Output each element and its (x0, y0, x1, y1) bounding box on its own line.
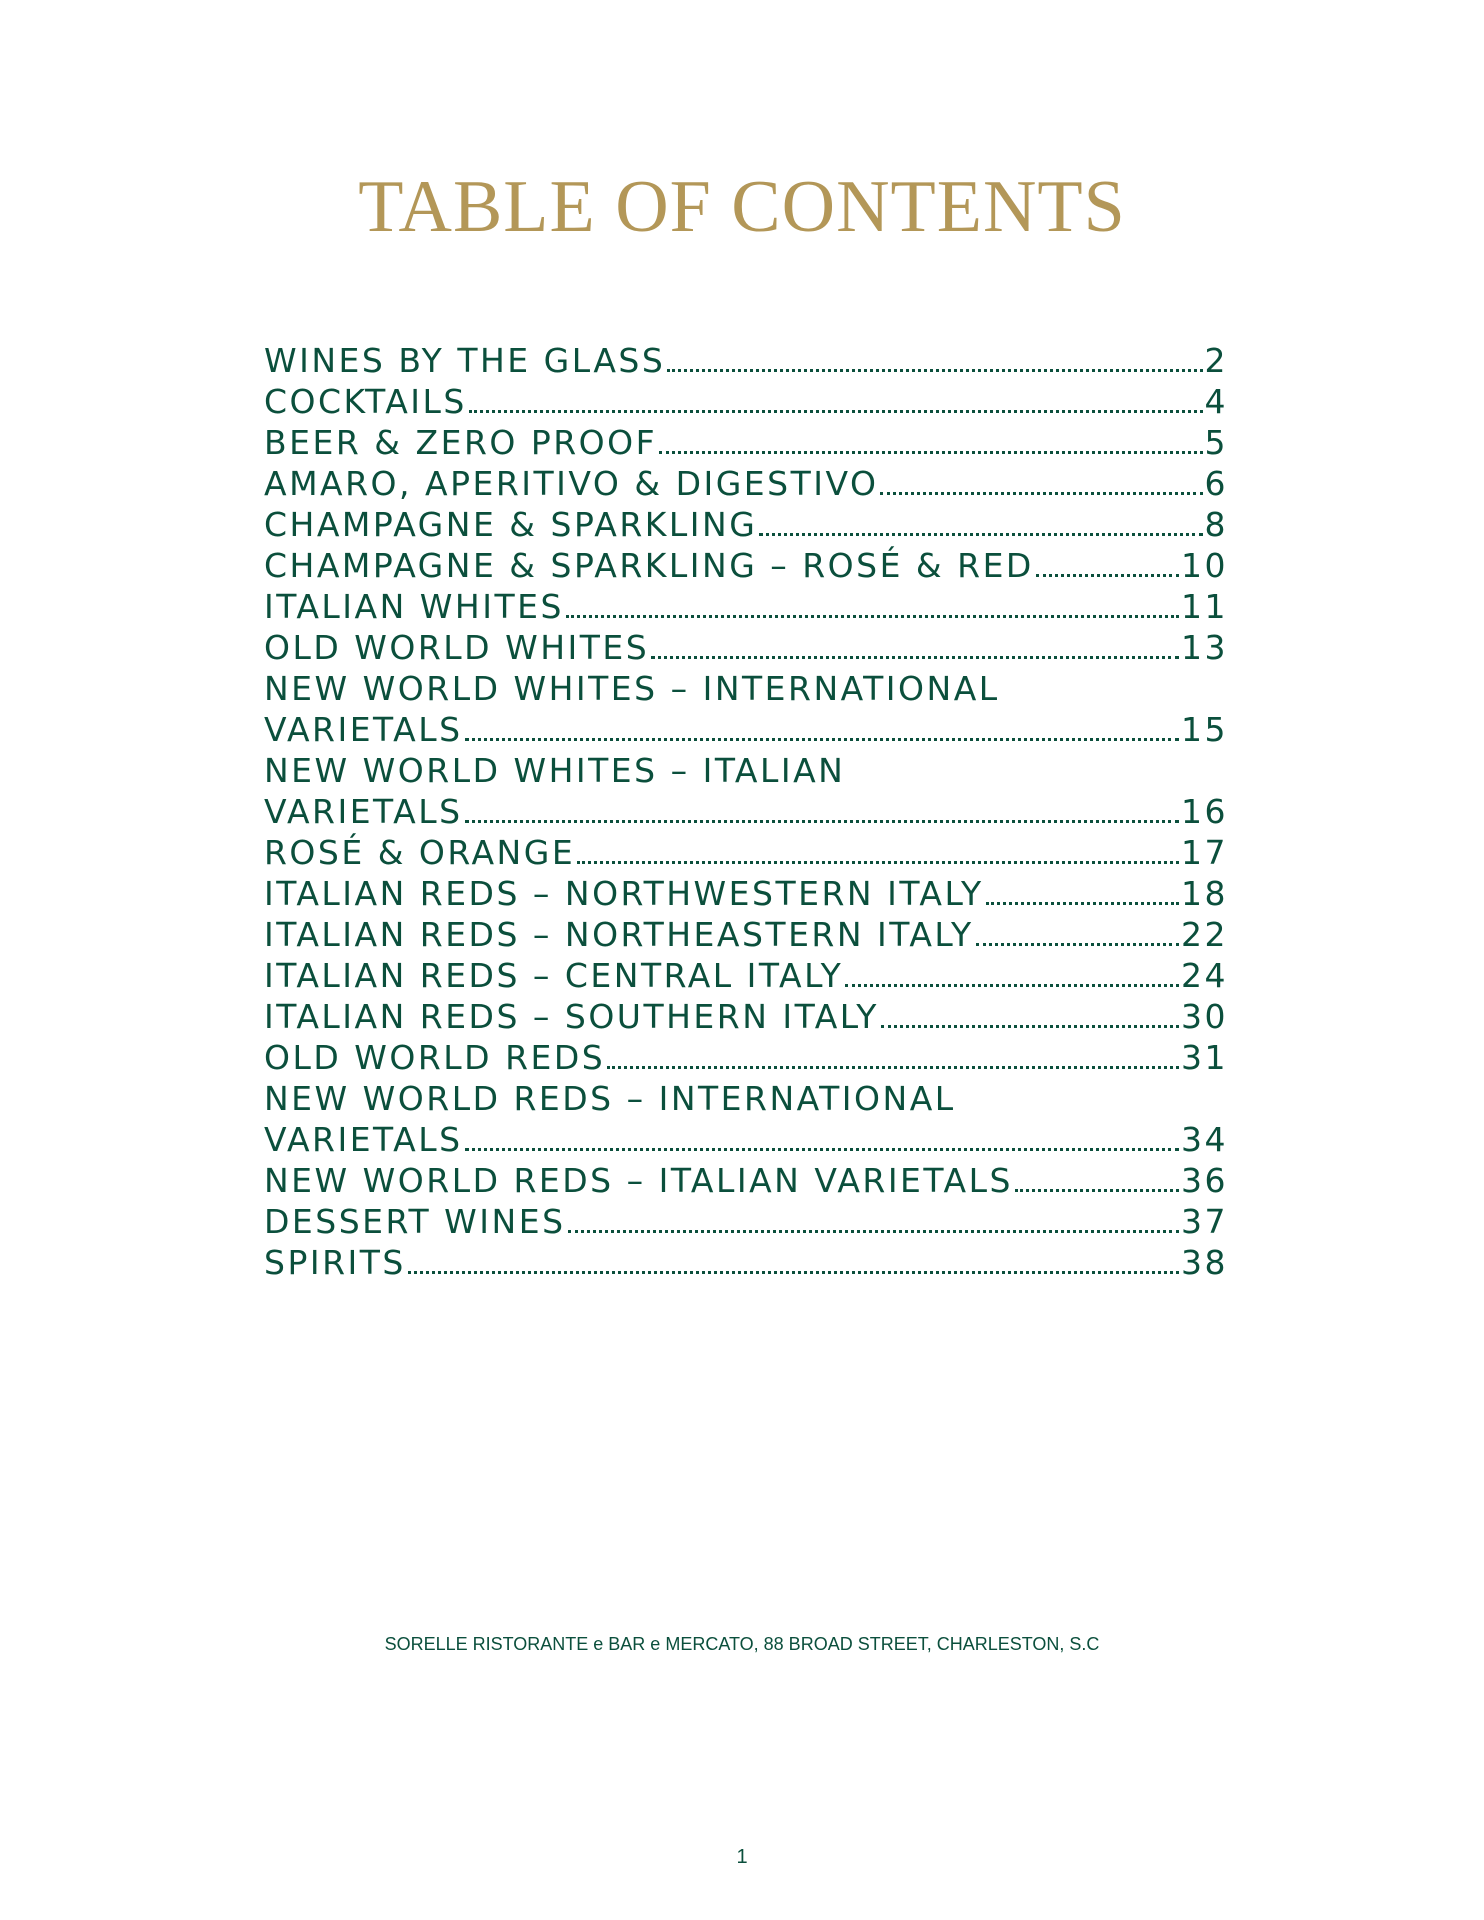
dot-leader (465, 709, 1179, 750)
toc-entry-label: AMARO, APERITIVO & DIGESTIVO (264, 464, 879, 503)
dot-leader (1036, 545, 1179, 586)
dot-leader (667, 340, 1202, 381)
dot-leader (568, 1201, 1179, 1242)
table-of-contents (264, 340, 1228, 1283)
dot-leader (577, 832, 1179, 873)
toc-entry-label-line2: VARIETALS (264, 710, 463, 749)
toc-entry-old-world-reds[interactable] (264, 1037, 1228, 1078)
dot-leader (845, 955, 1179, 996)
toc-entry-label: BEER & ZERO PROOF (264, 423, 658, 462)
toc-entry-rose-orange[interactable] (264, 832, 1228, 873)
toc-entry-label: OLD WORLD REDS (264, 1038, 606, 1077)
toc-entry-label-line1: NEW WORLD REDS – INTERNATIONAL (264, 1079, 956, 1118)
toc-entry-label: DESSERT WINES (264, 1202, 566, 1241)
dot-leader (607, 1037, 1179, 1078)
toc-entry-page: 18 (1181, 874, 1228, 913)
toc-entry-label: ITALIAN WHITES (264, 587, 564, 626)
dot-leader (566, 586, 1179, 627)
toc-entry-page: 17 (1181, 833, 1228, 872)
toc-entry-dessert-wines[interactable] (264, 1201, 1228, 1242)
toc-entry-last-line (264, 709, 1228, 750)
toc-entry-beer-zero-proof[interactable] (264, 422, 1228, 463)
toc-entry-label: ITALIAN REDS – NORTHEASTERN ITALY (264, 915, 974, 954)
toc-entry-page: 13 (1181, 628, 1228, 667)
toc-entry-last-line (264, 791, 1228, 832)
toc-entry-page: 36 (1181, 1161, 1228, 1200)
toc-entry-cocktails[interactable] (264, 381, 1228, 422)
toc-entry-page: 6 (1204, 464, 1228, 503)
page-number: 1 (736, 1846, 748, 1868)
dot-leader (976, 914, 1179, 955)
footer-address: SORELLE RISTORANTE e BAR e MERCATO, 88 BROAD STREET, CHARLESTON, S.C (384, 1634, 1100, 1654)
toc-entry-label: SPIRITS (264, 1243, 406, 1282)
dot-leader (465, 1119, 1179, 1160)
toc-entry-page: 5 (1204, 423, 1228, 462)
toc-entry-page: 22 (1181, 915, 1228, 954)
toc-entry-page: 8 (1204, 505, 1228, 544)
toc-entry-italian-reds-southern[interactable] (264, 996, 1228, 1037)
toc-entry-italian-whites[interactable] (264, 586, 1228, 627)
dot-leader (659, 422, 1202, 463)
toc-entry-spirits[interactable] (264, 1242, 1228, 1283)
toc-entry-page: 38 (1181, 1243, 1228, 1282)
toc-entry-page: 15 (1181, 710, 1228, 749)
toc-entry-label-line1: NEW WORLD WHITES – INTERNATIONAL (264, 669, 1000, 708)
toc-entry-new-world-reds-international[interactable] (264, 1078, 1228, 1160)
toc-entry-page: 30 (1181, 997, 1228, 1036)
toc-entry-label-line2: VARIETALS (264, 792, 463, 831)
dot-leader (986, 873, 1179, 914)
toc-entry-new-world-whites-international[interactable] (264, 668, 1228, 750)
toc-entry-label-line2: VARIETALS (264, 1120, 463, 1159)
toc-entry-label: CHAMPAGNE & SPARKLING (264, 505, 758, 544)
toc-entry-page: 11 (1181, 587, 1228, 626)
toc-entry-label-line1: NEW WORLD WHITES – ITALIAN (264, 751, 846, 790)
dot-leader (1015, 1160, 1179, 1201)
dot-leader (651, 627, 1179, 668)
toc-entry-page: 37 (1181, 1202, 1228, 1241)
dot-leader (465, 791, 1179, 832)
toc-entry-page: 4 (1204, 382, 1228, 421)
toc-entry-champagne-sparkling-rose-red[interactable] (264, 545, 1228, 586)
toc-entry-page: 24 (1181, 956, 1228, 995)
dot-leader (759, 504, 1202, 545)
toc-entry-label: CHAMPAGNE & SPARKLING – ROSÉ & RED (264, 546, 1034, 585)
toc-entry-label: OLD WORLD WHITES (264, 628, 650, 667)
dot-leader (469, 381, 1203, 422)
toc-entry-label: ITALIAN REDS – NORTHWESTERN ITALY (264, 874, 984, 913)
toc-entry-new-world-whites-italian[interactable] (264, 750, 1228, 832)
toc-entry-page: 16 (1181, 792, 1228, 831)
toc-entry-label: WINES BY THE GLASS (264, 341, 666, 380)
toc-entry-old-world-whites[interactable] (264, 627, 1228, 668)
toc-entry-page: 31 (1181, 1038, 1228, 1077)
dot-leader (881, 996, 1179, 1037)
toc-entry-page: 10 (1181, 546, 1228, 585)
toc-entry-wines-by-the-glass[interactable] (264, 340, 1228, 381)
toc-entry-label: COCKTAILS (264, 382, 467, 421)
toc-entry-page: 34 (1181, 1120, 1228, 1159)
toc-entry-last-line (264, 1119, 1228, 1160)
toc-entry-label: ITALIAN REDS – SOUTHERN ITALY (264, 997, 879, 1036)
toc-entry-italian-reds-central[interactable] (264, 955, 1228, 996)
toc-entry-champagne-sparkling[interactable] (264, 504, 1228, 545)
toc-entry-label: NEW WORLD REDS – ITALIAN VARIETALS (264, 1161, 1013, 1200)
toc-entry-amaro-aperitivo-digestivo[interactable] (264, 463, 1228, 504)
toc-entry-page: 2 (1204, 341, 1228, 380)
toc-entry-italian-reds-northwestern[interactable] (264, 873, 1228, 914)
toc-entry-italian-reds-northeastern[interactable] (264, 914, 1228, 955)
toc-entry-label: ITALIAN REDS – CENTRAL ITALY (264, 956, 844, 995)
page-title: TABLE OF CONTENTS (358, 166, 1126, 248)
toc-entry-label: ROSÉ & ORANGE (264, 833, 576, 872)
dot-leader (408, 1242, 1179, 1283)
toc-entry-new-world-reds-italian[interactable] (264, 1160, 1228, 1201)
dot-leader (880, 463, 1202, 504)
